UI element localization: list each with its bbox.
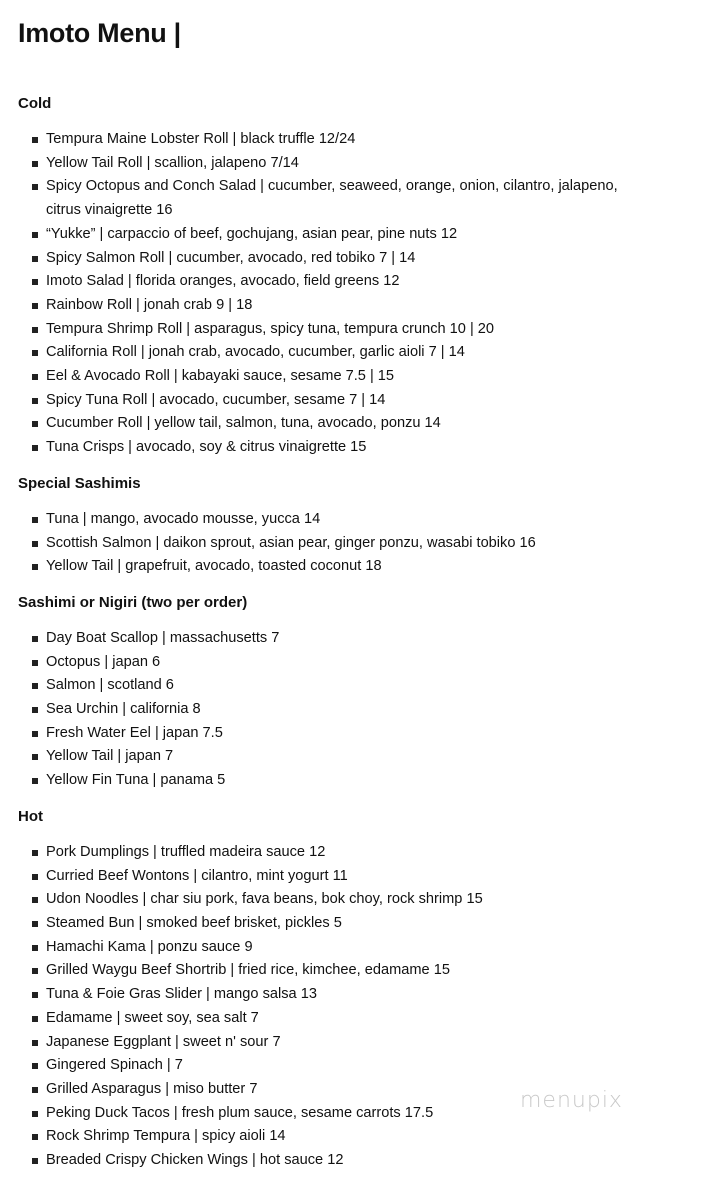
menu-item: Imoto Salad | florida oranges, avocado, field greens 12 [46, 270, 710, 294]
menu-item: Rock Shrimp Tempura | spicy aioli 14 [46, 1125, 710, 1149]
menu-section [18, 474, 710, 579]
menu-section [18, 807, 710, 1173]
menu-section [18, 94, 710, 460]
menu-item: Curried Beef Wontons | cilantro, mint yogurt 11 [46, 865, 710, 889]
menu-item: Hamachi Kama | ponzu sauce 9 [46, 936, 710, 960]
section-heading: Hot [18, 807, 43, 825]
menu-item: Steamed Bun | smoked beef brisket, pickles 5 [46, 912, 710, 936]
menu-page [18, 16, 710, 1187]
menu-item: California Roll | jonah crab, avocado, cucumber, garlic aioli 7 | 14 [46, 341, 710, 365]
menu-item: Fresh Water Eel | japan 7.5 [46, 722, 710, 746]
menu-sections [18, 94, 710, 1173]
menu-item: Spicy Octopus and Conch Salad | cucumber, seaweed, orange, onion, cilantro, jalapeno, citrus vinaigrette 16 [46, 175, 710, 222]
menu-item: Tempura Shrimp Roll | asparagus, spicy tuna, tempura crunch 10 | 20 [46, 318, 710, 342]
menu-item: Tuna & Foie Gras Slider | mango salsa 13 [46, 983, 710, 1007]
menu-item-list [18, 128, 710, 460]
menu-item: Spicy Tuna Roll | avocado, cucumber, sesame 7 | 14 [46, 389, 710, 413]
menu-item-list [18, 841, 710, 1173]
menu-item: Tempura Maine Lobster Roll | black truffle 12/24 [46, 128, 710, 152]
menu-item-list [18, 508, 710, 579]
menu-item: Yellow Fin Tuna | panama 5 [46, 769, 710, 793]
section-heading: Sashimi or Nigiri (two per order) [18, 593, 248, 611]
menu-item: Yellow Tail | japan 7 [46, 745, 710, 769]
menu-item: Tuna | mango, avocado mousse, yucca 14 [46, 508, 710, 532]
section-heading: Special Sashimis [18, 474, 141, 492]
menu-item: Scottish Salmon | daikon sprout, asian pear, ginger ponzu, wasabi tobiko 16 [46, 532, 710, 556]
menu-item: “Yukke” | carpaccio of beef, gochujang, asian pear, pine nuts 12 [46, 223, 710, 247]
menu-item: Eel & Avocado Roll | kabayaki sauce, sesame 7.5 | 15 [46, 365, 710, 389]
menu-item: Peking Duck Tacos | fresh plum sauce, sesame carrots 17.5 [46, 1102, 710, 1126]
menu-item: Rainbow Roll | jonah crab 9 | 18 [46, 294, 710, 318]
watermark-logo: menupix [520, 1088, 623, 1113]
menu-item: Octopus | japan 6 [46, 651, 710, 675]
menu-item: Spicy Salmon Roll | cucumber, avocado, red tobiko 7 | 14 [46, 247, 710, 271]
menu-item: Yellow Tail Roll | scallion, jalapeno 7/14 [46, 152, 710, 176]
menu-item: Yellow Tail | grapefruit, avocado, toasted coconut 18 [46, 555, 710, 579]
menu-item-list [18, 627, 710, 793]
menu-item: Day Boat Scallop | massachusetts 7 [46, 627, 710, 651]
menu-item: Grilled Waygu Beef Shortrib | fried rice, kimchee, edamame 15 [46, 959, 710, 983]
menu-item: Tuna Crisps | avocado, soy & citrus vinaigrette 15 [46, 436, 710, 460]
menu-item: Japanese Eggplant | sweet n' sour 7 [46, 1031, 710, 1055]
section-heading: Cold [18, 95, 52, 112]
menu-item: Edamame | sweet soy, sea salt 7 [46, 1007, 710, 1031]
menu-item: Udon Noodles | char siu pork, fava beans, bok choy, rock shrimp 15 [46, 888, 710, 912]
menu-item: Sea Urchin | california 8 [46, 698, 710, 722]
menu-item: Gingered Spinach | 7 [46, 1054, 710, 1078]
menu-item: Grilled Asparagus | miso butter 7 [46, 1078, 710, 1102]
menu-item: Salmon | scotland 6 [46, 674, 710, 698]
page-title: Imoto Menu | [18, 18, 181, 48]
menu-item: Breaded Crispy Chicken Wings | hot sauce 12 [46, 1149, 710, 1173]
menu-item: Cucumber Roll | yellow tail, salmon, tuna, avocado, ponzu 14 [46, 412, 710, 436]
menu-section [18, 593, 710, 793]
menu-item: Pork Dumplings | truffled madeira sauce 12 [46, 841, 710, 865]
